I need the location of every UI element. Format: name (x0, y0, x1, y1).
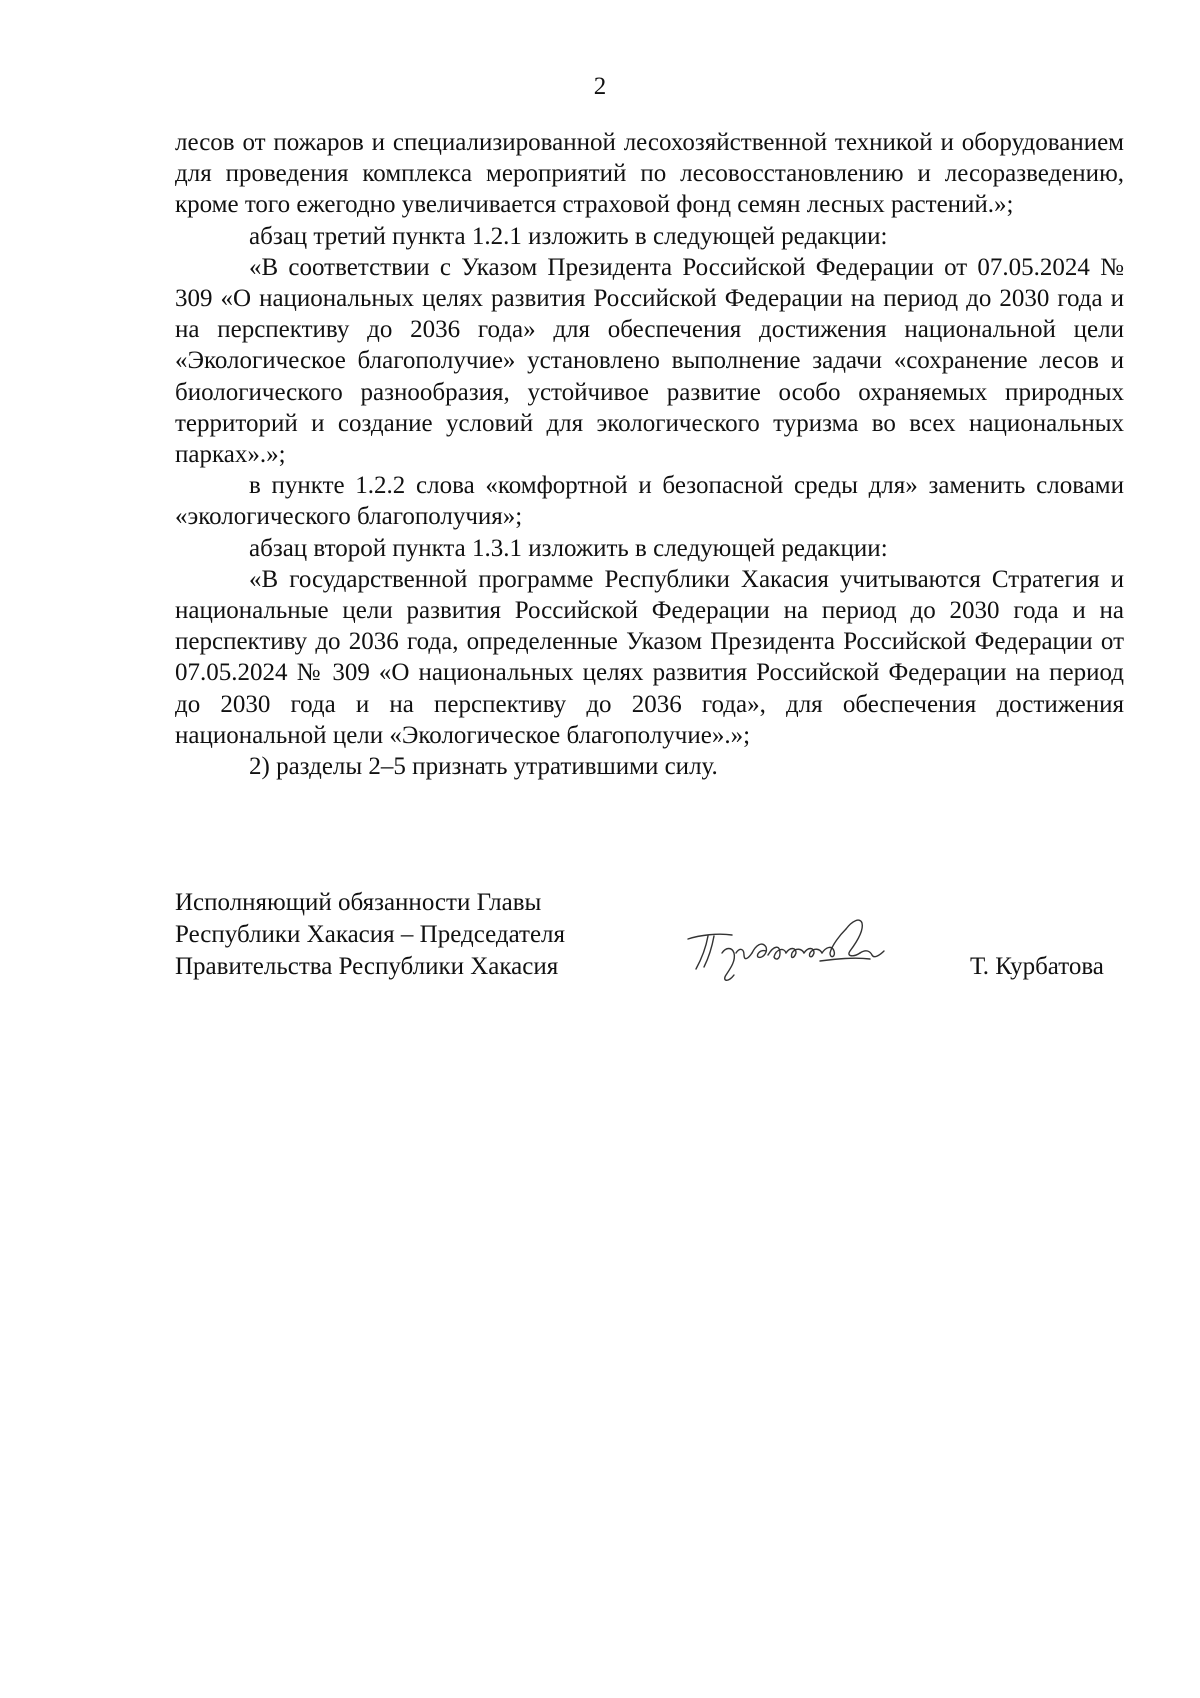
paragraph-sections-repealed: 2) разделы 2–5 признать утратившими силу. (249, 753, 718, 781)
paragraph-quote-program: «В государственной программе Республики Хакасия учитываются Стратегия и национальные цели развития Российской Федерации на период до 2030 года и на перспективу до 2036 года, определенные Указом Президента Российской Федерации от 07.05.2024 № 309 «О национальных целях развития Российской Федерации на период до 2030 года и на перспективу до 2036 года», для обеспечения достижения национальной цели «Экологическое благополучие».»; (175, 565, 1124, 749)
paragraph-amendment-1-3-1: абзац второй пункта 1.3.1 изложить в следующей редакции: (249, 534, 888, 562)
page-number: 2 (593, 73, 607, 100)
document-body (175, 127, 1124, 782)
paragraph-amendment-1-2-1: абзац третий пункта 1.2.1 изложить в следующей редакции: (249, 222, 888, 250)
signatory-position-line: Правительства Республики Хакасия (175, 953, 559, 980)
paragraph-quote-decree: «В соответствии с Указом Президента Российской Федерации от 07.05.2024 № 309 «О национальных целях развития Российской Федерации на период до 2030 года и на перспективу до 2036 года» для обеспечения достижения национальной цели «Экологическое благополучие» установлено выполнение задачи «сохранение лесов и биологического разнообразия, устойчивое развитие особо охраняемых природных территорий и создание условий для экологического туризма во всех национальных парках».»; (175, 253, 1124, 469)
paragraph-amendment-1-2-2: в пункте 1.2.2 слова «комфортной и безопасной среды для» заменить словами «экологического благополучия»; (175, 472, 1124, 531)
signatory-name: Т. Курбатова (970, 953, 1104, 980)
signatory-position-line: Исполняющий обязанности Главы (175, 889, 542, 916)
signatory-position (175, 887, 565, 983)
signatory-position-line: Республики Хакасия – Председателя (175, 921, 566, 948)
handwritten-signature (670, 895, 920, 990)
paragraph-continuation: лесов от пожаров и специализированной лесохозяйственной техникой и оборудованием для проведения комплекса мероприятий по лесовосстановлению и лесоразведению, кроме того ежегодно увеличивается страховой фонд семян лесных растений.»; (175, 129, 1124, 219)
